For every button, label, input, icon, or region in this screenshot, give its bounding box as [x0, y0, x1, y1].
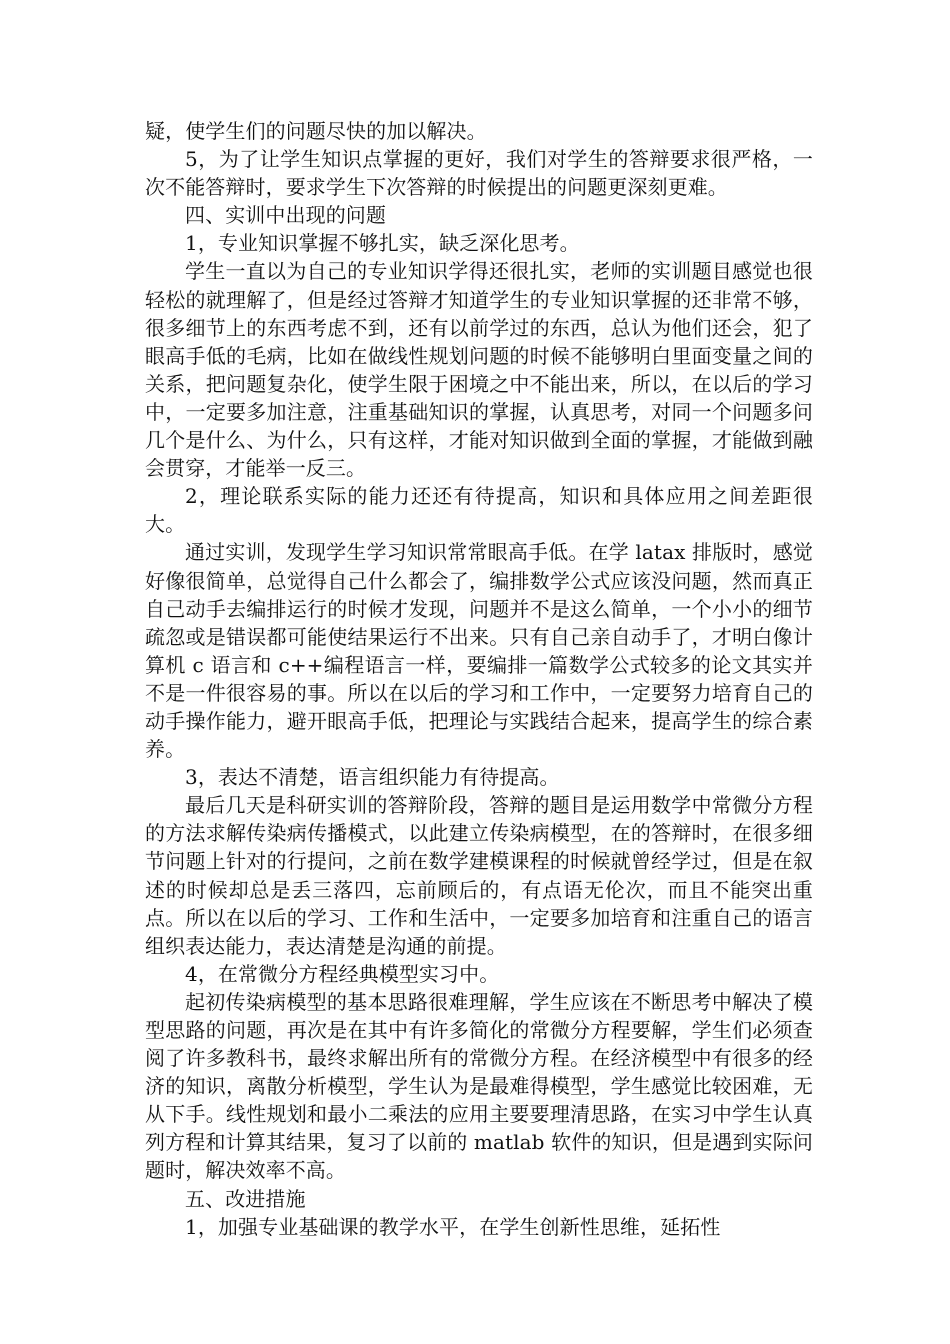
paragraph-body: 学生一直以为自己的专业知识学得还很扎实，老师的实训题目感觉也很轻松的就理解了，但是经过答辩才知道学生的专业知识掌握的还非常不够，很多细节上的东西考虑不到，还有以前学过的东西，总认为他们还会，犯了眼高手低的毛病，比如在做线性规划问题的时候不能够明白里面变量之间的关系，把问题复杂化，使学生限于困境之中不能出来，所以，在以后的学习中，一定要多加注意，注重基础知识的掌握，认真思考，对同一个问题多问几个是什么、为什么，只有这样，才能对知识做到全面的掌握，才能做到融会贯穿，才能举一反三。 — [145, 259, 813, 481]
subheading-3: 3，表达不清楚，语言组织能力有待提高。 — [185, 765, 560, 790]
paragraph-body: 最后几天是科研实训的答辩阶段，答辩的题目是运用数学中常微分方程的方法求解传染病传播模式，以此建立传染病模型，在的答辩时，在很多细节问题上针对的行提问，之前在数学建模课程的时候就曾经学过，但是在叙述的时候却总是丢三落四，忘前顾后的，有点语无伦次，而且不能突出重点。所以在以后的学习、工作和生活中，一定要多加培育和注重自己的语言组织表达能力，表达清楚是沟通的前提。 — [145, 793, 813, 958]
paragraph-continuation: 疑，使学生们的问题尽快的加以解决。 — [145, 119, 487, 143]
subheading-1: 1，专业知识掌握不够扎实，缺乏深化思考。 — [185, 231, 580, 256]
section-heading-5: 五、改进措施 — [185, 1186, 306, 1211]
paragraph-body: 起初传染病模型的基本思路很难理解，学生应该在不断思考中解决了模型思路的问题，再次是在其中有许多简化的常微分方程要解，学生们必须查阅了许多教科书，最终求解出所有的常微分方程。在经济模型中有很多的经济的知识，离散分析模型，学生认为是最难得模型，学生感觉比较困难，无从下手。线性规划和最小二乘法的应用主要要理清思路，在实习中学生认真列方程和计算其结果，复习了以前的 matlab 软件的知识，但是遇到实际问题时，解决效率不高。 — [145, 989, 813, 1183]
paragraph-body: 通过实训，发现学生学习知识常常眼高手低。在学 latax 排版时，感觉好像很简单，总觉得自己什么都会了，编排数学公式应该没问题，然而真正自己动手去编排运行的时候才发现，问题并不是这么简单，一个小小的细节疏忽或是错误都可能使结果运行不出来。只有自己亲自动手了，才明白像计算机 c 语言和 c++编程语言一样，要编排一篇数学公式较多的论文其实并不是一件很容易的事。所以在以后的学习和工作中，一定要努力培育自己的动手操作能力，避开眼高手低，把理论与实践结合起来，提高学生的综合素养。 — [145, 540, 813, 762]
document-body — [145, 117, 813, 1241]
paragraph-item-1: 1，加强专业基础课的教学水平，在学生创新性思维，延拓性 — [185, 1214, 721, 1239]
subheading-2: 2，理论联系实际的能力还还有待提高，知识和具体应用之间差距很大。 — [145, 484, 813, 537]
section-heading-4: 四、实训中出现的问题 — [185, 203, 386, 228]
paragraph-item-5: 5，为了让学生知识点掌握的更好，我们对学生的答辩要求很严格，一次不能答辩时，要求学生下次答辩的时候提出的问题更深刻更难。 — [145, 147, 813, 200]
subheading-4: 4，在常微分方程经典模型实习中。 — [185, 961, 500, 986]
